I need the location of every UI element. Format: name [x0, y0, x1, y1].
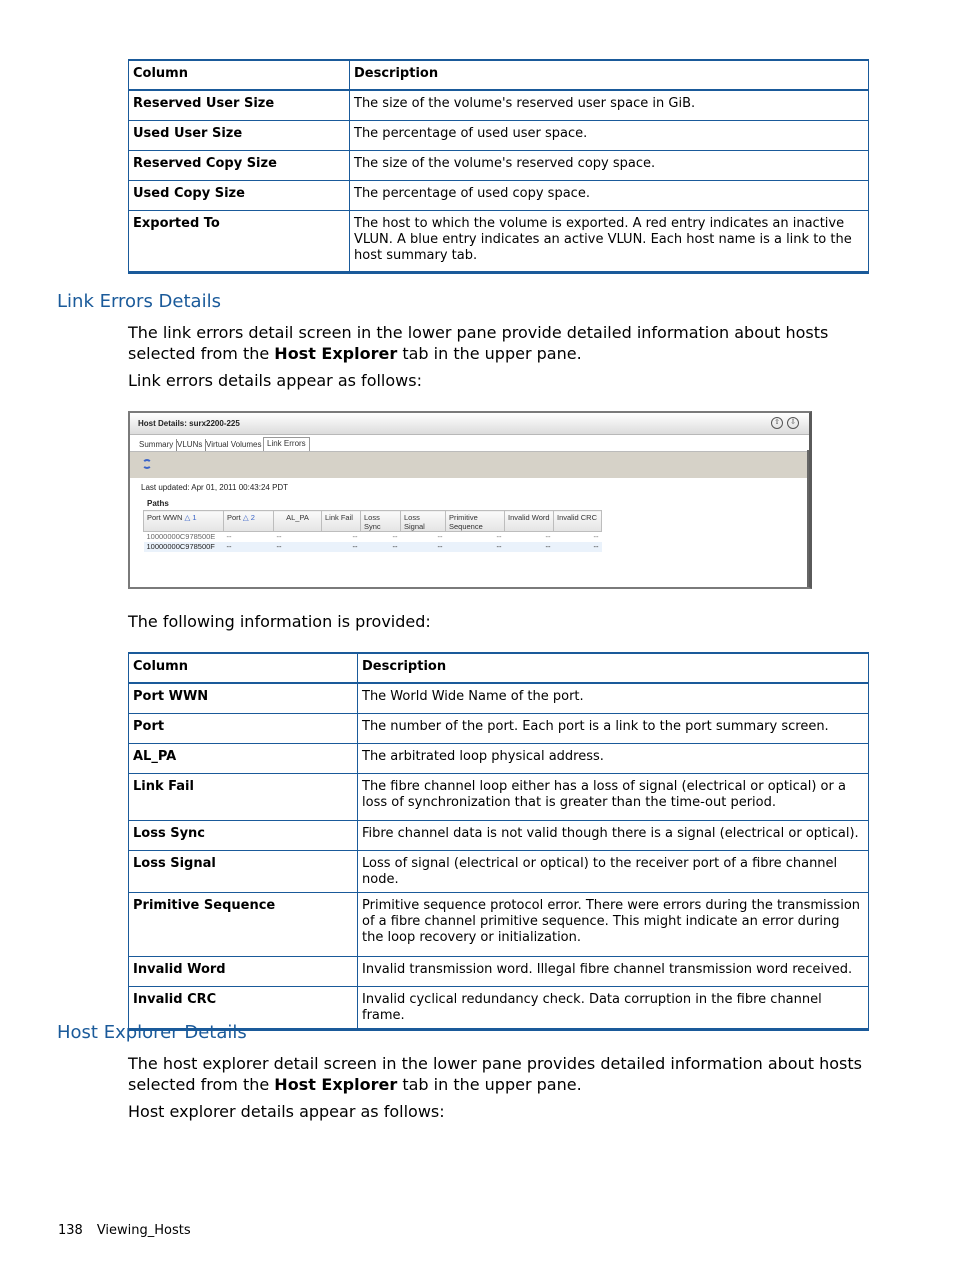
tab-virtual-volumes[interactable]: Virtual Volumes: [203, 439, 265, 451]
tab-summary[interactable]: Summary: [136, 439, 177, 451]
grid-header-primitive-sequence[interactable]: Primitive Sequence: [446, 511, 505, 532]
grid-header-loss-sync[interactable]: Loss Sync: [361, 511, 401, 532]
host-explorer-term: Host Explorer: [274, 1075, 398, 1094]
cell-primitive-sequence: --: [446, 532, 505, 543]
row-column: Invalid Word: [129, 956, 358, 986]
table-row: [129, 90, 869, 120]
page-number: 138: [58, 1223, 83, 1238]
cell-invalid-crc: --: [554, 542, 602, 552]
row-column: Reserved Copy Size: [129, 150, 350, 180]
host-details-title: Host Details: surx2200-225: [138, 419, 240, 428]
cell-invalid-word: --: [505, 542, 554, 552]
cell-al-pa: --: [274, 532, 322, 543]
table-row: [129, 120, 869, 150]
paths-label: Paths: [147, 499, 169, 508]
cell-port-wwn: 10000000C978500F: [144, 542, 224, 552]
host-details-screenshot: [128, 411, 812, 589]
row-column: Exported To: [129, 210, 350, 272]
table-row: [129, 892, 869, 956]
cell-loss-sync: --: [361, 542, 401, 552]
detail-tabs: [130, 437, 809, 451]
table-row: [129, 180, 869, 210]
row-description: The percentage of used copy space.: [350, 180, 869, 210]
cell-port[interactable]: --: [224, 532, 274, 543]
sort-ascending-icon: △ 2: [242, 513, 255, 522]
table-row: [129, 773, 869, 820]
grid-row[interactable]: [144, 532, 602, 543]
tab-vluns[interactable]: VLUNs: [174, 439, 206, 451]
host-details-title-bar: [130, 413, 809, 435]
row-description: The host to which the volume is exported. A red entry indicates an inactive VLUN. A blue entry indicates an active VLUN. Each host name is a link to the host summary tab.: [350, 210, 869, 272]
row-description: Invalid cyclical redundancy check. Data corruption in the fibre channel frame.: [358, 986, 869, 1029]
table-row: [129, 210, 869, 272]
grid-header-row: [144, 511, 602, 532]
para-text: The link errors detail screen in the lower pane provide detailed information about hosts selected from the: [128, 323, 829, 363]
sort-ascending-icon: △ 1: [184, 513, 197, 522]
link-errors-columns-table: [128, 652, 869, 1031]
row-column: Used Copy Size: [129, 180, 350, 210]
row-description: The size of the volume's reserved copy space.: [350, 150, 869, 180]
cell-link-fail: --: [322, 532, 361, 543]
grid-header-loss-signal[interactable]: Loss Signal: [401, 511, 446, 532]
link-errors-appear-paragraph: Link errors details appear as follows:: [128, 371, 422, 390]
header-description: Description: [358, 653, 869, 683]
table-row: [129, 820, 869, 850]
table-row: [129, 956, 869, 986]
table-row: [129, 850, 869, 892]
row-description: Invalid transmission word. Illegal fibre channel transmission word received.: [358, 956, 869, 986]
grid-header-invalid-crc[interactable]: Invalid CRC: [554, 511, 602, 532]
row-description: The size of the volume's reserved user space in GiB.: [350, 90, 869, 120]
row-column: Loss Sync: [129, 820, 358, 850]
last-updated-text: Last updated: Apr 01, 2011 00:43:24 PDT: [141, 483, 289, 492]
cell-invalid-word: --: [505, 532, 554, 543]
cell-port-wwn: 10000000C978500E: [144, 532, 224, 543]
table-row: [129, 713, 869, 743]
collapse-down-icon[interactable]: ⇩: [787, 417, 799, 429]
header-column: Column: [129, 60, 350, 90]
table-row: [129, 683, 869, 713]
row-column: AL_PA: [129, 743, 358, 773]
host-explorer-term: Host Explorer: [274, 344, 398, 363]
collapse-up-icon[interactable]: ⇧: [771, 417, 783, 429]
row-column: Link Fail: [129, 773, 358, 820]
table-row: [129, 743, 869, 773]
cell-loss-signal: --: [401, 532, 446, 543]
footer-section: Viewing_Hosts: [96, 1223, 191, 1238]
row-column: Port WWN: [129, 683, 358, 713]
grid-header-al-pa[interactable]: AL_PA: [274, 511, 322, 532]
row-description: The fibre channel loop either has a loss of signal (electrical or optical) or a loss of synchronization that is greater than the time-out period.: [358, 773, 869, 820]
para-text: The host explorer detail screen in the lower pane provides detailed information about hosts selected from the: [128, 1054, 862, 1094]
grid-row[interactable]: [144, 542, 602, 552]
host-explorer-appear-paragraph: Host explorer details appear as follows:: [128, 1102, 445, 1121]
row-column: Loss Signal: [129, 850, 358, 892]
cell-loss-signal: --: [401, 542, 446, 552]
row-description: Primitive sequence protocol error. There were errors during the transmission of a fibre channel primitive sequence. This might indicate an error during the loop recovery or initialization.: [358, 892, 869, 956]
header-label: Port WWN: [147, 513, 183, 522]
link-errors-grid: [143, 510, 602, 552]
row-column: Primitive Sequence: [129, 892, 358, 956]
section-heading-host-explorer: Host Explorer Details: [57, 1022, 247, 1043]
row-description: Loss of signal (electrical or optical) to the receiver port of a fibre channel node.: [358, 850, 869, 892]
page-footer: [58, 1223, 205, 1238]
para-text: tab in the upper pane.: [397, 344, 582, 363]
vertical-scrollbar[interactable]: [807, 450, 809, 587]
row-description: The number of the port. Each port is a link to the port summary screen.: [358, 713, 869, 743]
grid-header-link-fail[interactable]: Link Fail: [322, 511, 361, 532]
cell-link-fail: --: [322, 542, 361, 552]
table-header-row: [129, 653, 869, 683]
cell-al-pa: --: [274, 542, 322, 552]
link-errors-intro-paragraph: [128, 322, 868, 364]
header-label: Port: [227, 513, 241, 522]
grid-header-port-wwn[interactable]: [144, 511, 224, 532]
row-description: The percentage of used user space.: [350, 120, 869, 150]
row-description: Fibre channel data is not valid though there is a signal (electrical or optical).: [358, 820, 869, 850]
grid-header-invalid-word[interactable]: Invalid Word: [505, 511, 554, 532]
row-column: Used User Size: [129, 120, 350, 150]
cell-invalid-crc: --: [554, 532, 602, 543]
row-column: Port: [129, 713, 358, 743]
row-description: The World Wide Name of the port.: [358, 683, 869, 713]
grid-header-port[interactable]: [224, 511, 274, 532]
row-column: Reserved User Size: [129, 90, 350, 120]
detail-toolbar: [130, 451, 809, 478]
host-explorer-intro-paragraph: [128, 1053, 868, 1095]
volume-columns-table: [128, 59, 869, 274]
section-heading-link-errors: Link Errors Details: [57, 291, 221, 312]
table-header-row: [129, 60, 869, 90]
cell-primitive-sequence: --: [446, 542, 505, 552]
tab-link-errors[interactable]: Link Errors: [263, 437, 310, 452]
header-description: Description: [350, 60, 869, 90]
table-row: [129, 150, 869, 180]
cell-port[interactable]: --: [224, 542, 274, 552]
header-column: Column: [129, 653, 358, 683]
para-text: tab in the upper pane.: [397, 1075, 582, 1094]
following-info-paragraph: The following information is provided:: [128, 612, 431, 631]
cell-loss-sync: --: [361, 532, 401, 543]
row-column: Invalid CRC: [129, 986, 358, 1029]
row-description: The arbitrated loop physical address.: [358, 743, 869, 773]
refresh-icon[interactable]: [142, 459, 152, 469]
